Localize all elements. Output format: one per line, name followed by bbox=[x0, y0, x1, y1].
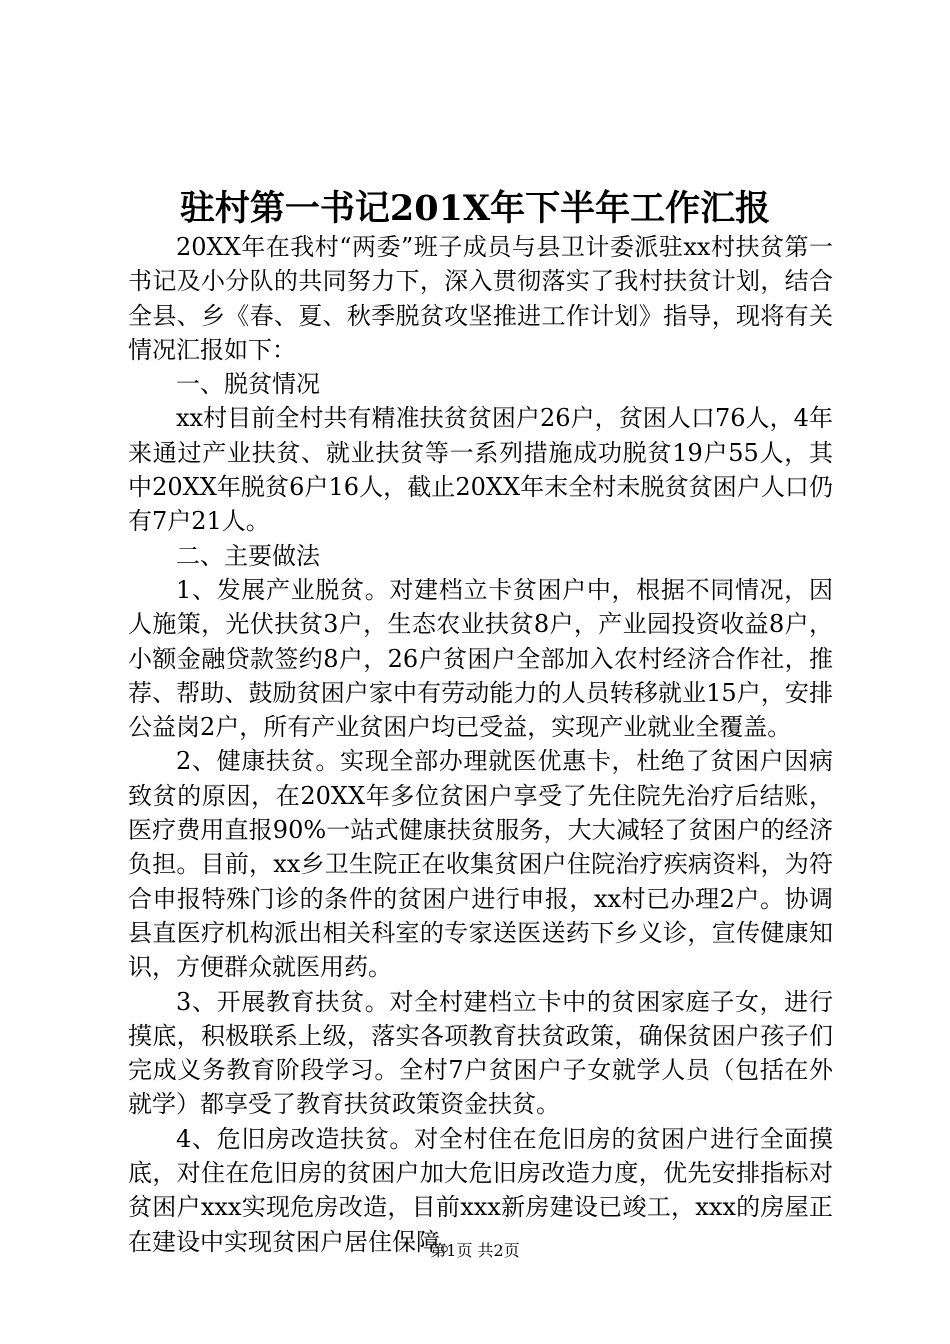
section-heading-main-measures: 二、主要做法 bbox=[176, 541, 320, 570]
section-heading-poverty-status: 一、脱贫情况 bbox=[176, 370, 320, 399]
measure-industry-paragraph: 1、发展产业脱贫。对建档立卡贫困户中，根据不同情况，因人施策，光伏扶贫3户，生态农业扶贫8户，产业园投资收益8户，小额金融贷款签约8户，26户贫困户全部加入农村经济合作社，推荐、帮助、鼓励贫困户家中有劳动能力的人员转移就业15户，安排公益岗2户，所有产业贫困户均已受益，实现产业就业全覆盖。 bbox=[128, 575, 833, 742]
measure-education-paragraph: 3、开展教育扶贫。对全村建档立卡中的贫困家庭子女，进行摸底，积极联系上级，落实各项教育扶贫政策，确保贫困户孩子们完成义务教育阶段学习。全村7户贫困户子女就学人员（包括在外就学）都享受了教育扶贫政策资金扶贫。 bbox=[128, 987, 833, 1119]
document-title: 驻村第一书记201X年下半年工作汇报 bbox=[179, 188, 771, 229]
document-body bbox=[128, 230, 833, 1259]
measure-health-paragraph: 2、健康扶贫。实现全部办理就医优惠卡，杜绝了贫困户因病致贫的原因，在20XX年多位贫困户享受了先住院先治疗后结账，医疗费用直报90%一站式健康扶贫服务，大大减轻了贫困户的经济负担。目前，xx乡卫生院正在收集贫困户住院治疗疾病资料，为符合申报特殊门诊的条件的贫困户进行申报，xx村已办理2户。协调县直医疗机构派出相关科室的专家送医送药下乡义诊，宣传健康知识，方便群众就医用药。 bbox=[128, 747, 833, 982]
page-number-footer: 第1页 共2页 bbox=[430, 1241, 520, 1260]
poverty-status-paragraph: xx村目前全村共有精准扶贫贫困户26户，贫困人口76人，4年来通过产业扶贫、就业扶贫等一系列措施成功脱贫19户55人，其中20XX年脱贫6户16人，截止20XX年末全村未脱贫贫困户人口仍有7户21人。 bbox=[128, 404, 833, 536]
intro-paragraph: 20XX年在我村“两委”班子成员与县卫计委派驻xx村扶贫第一书记及小分队的共同努力下，深入贯彻落实了我村扶贫计划，结合全县、乡《春、夏、秋季脱贫攻坚推进工作计划》指导，现将有关情况汇报如下： bbox=[128, 233, 833, 364]
measure-housing-paragraph: 4、危旧房改造扶贫。对全村住在危旧房的贫困户进行全面摸底，对住在危旧房的贫困户加大危旧房改造力度，优先安排指标对贫困户xxx实现危房改造，目前xxx新房建设已竣工，xxx的房屋正在建设中实现贫困户居住保障。 bbox=[128, 1124, 833, 1256]
